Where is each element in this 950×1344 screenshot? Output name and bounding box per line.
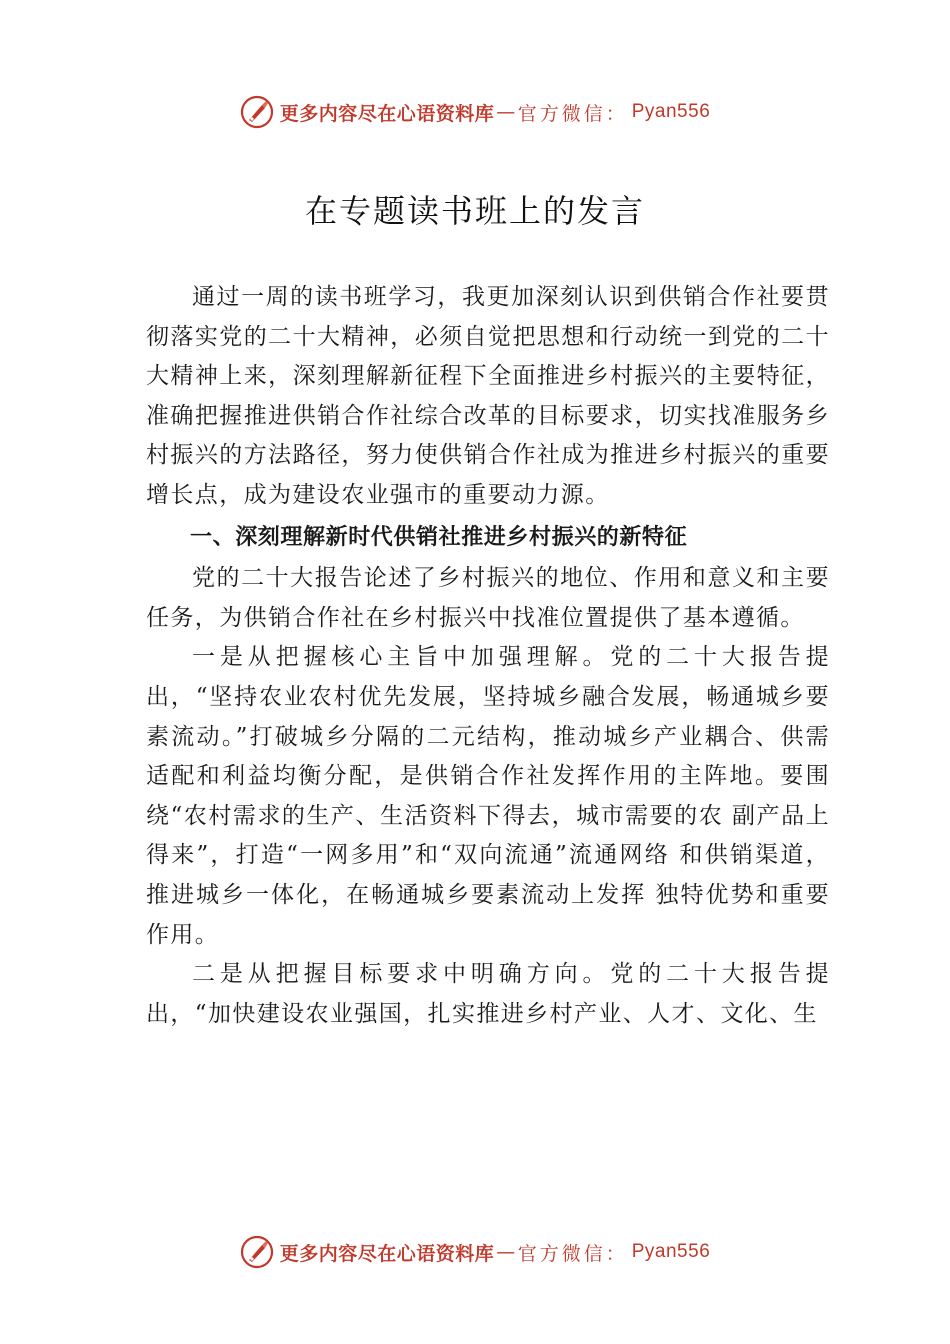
document-body [146, 278, 830, 1034]
banner-official-text: 官方微信： [517, 1242, 628, 1265]
banner-official-text: 官方微信： [517, 102, 628, 125]
paragraph-intro: 通过一周的读书班学习，我更加深刻认识到供销合作社要贯彻落实党的二十大精神，必须自觉把思想和行动统一到党的二十大精神上来，深刻理解新征程下全面推进乡村振兴的主要特征，准确把握推进供销合作社综合改革的目标要求，切实找准服务乡村振兴的方法路径，努力使供销合作社成为推进乡村振兴的重要增长点，成为建设农业强市的重要动力源。 [146, 284, 830, 508]
banner-brand-text: 更多内容尽在心语资料库 [279, 102, 495, 125]
fountain-pen-logo-icon [240, 95, 274, 129]
banner-dash: — [496, 1241, 516, 1263]
document-title: 在专题读书班上的发言 [304, 192, 645, 230]
banner-wechat-id: Pyan556 [631, 101, 711, 122]
footer-watermark-banner [0, 1232, 950, 1272]
paragraph-section-intro: 党的二十大报告论述了乡村振兴的地位、作用和意义和主要任务，为供销合作社在乡村振兴中找准位置提供了基本遵循。 [146, 565, 830, 631]
banner-brand-text: 更多内容尽在心语资料库 [279, 1242, 495, 1265]
fountain-pen-logo-icon [240, 1235, 274, 1269]
section-heading-1: 一、深刻理解新时代供销社推进乡村振兴的新特征 [190, 524, 688, 550]
banner-dash: — [496, 101, 516, 123]
banner-wechat-id: Pyan556 [631, 1241, 711, 1262]
paragraph-point-1: 一是从把握核心主旨中加强理解。党的二十大报告提出，“坚持农业农村优先发展，坚持城乡融合发展，畅通城乡要素流动。”打破城乡分隔的二元结构，推动城乡产业耦合、供需适配和利益均衡分配，是供销合作社发挥作用的主阵地。要围绕“农村需求的生产、生活资料下得去，城市需要的农 副产品上得来”，打造“一网多用”和“双向流通”流通网络 和供销渠道，推进城乡一体化，在畅通城乡要素流动上发挥 独特优势和重要作用。 [146, 644, 830, 948]
header-watermark-banner [0, 92, 950, 132]
paragraph-point-2: 二是从把握目标要求中明确方向。党的二十大报告提出，“加快建设农业强国，扎实推进乡村产业、人才、文化、生 [146, 961, 830, 1027]
